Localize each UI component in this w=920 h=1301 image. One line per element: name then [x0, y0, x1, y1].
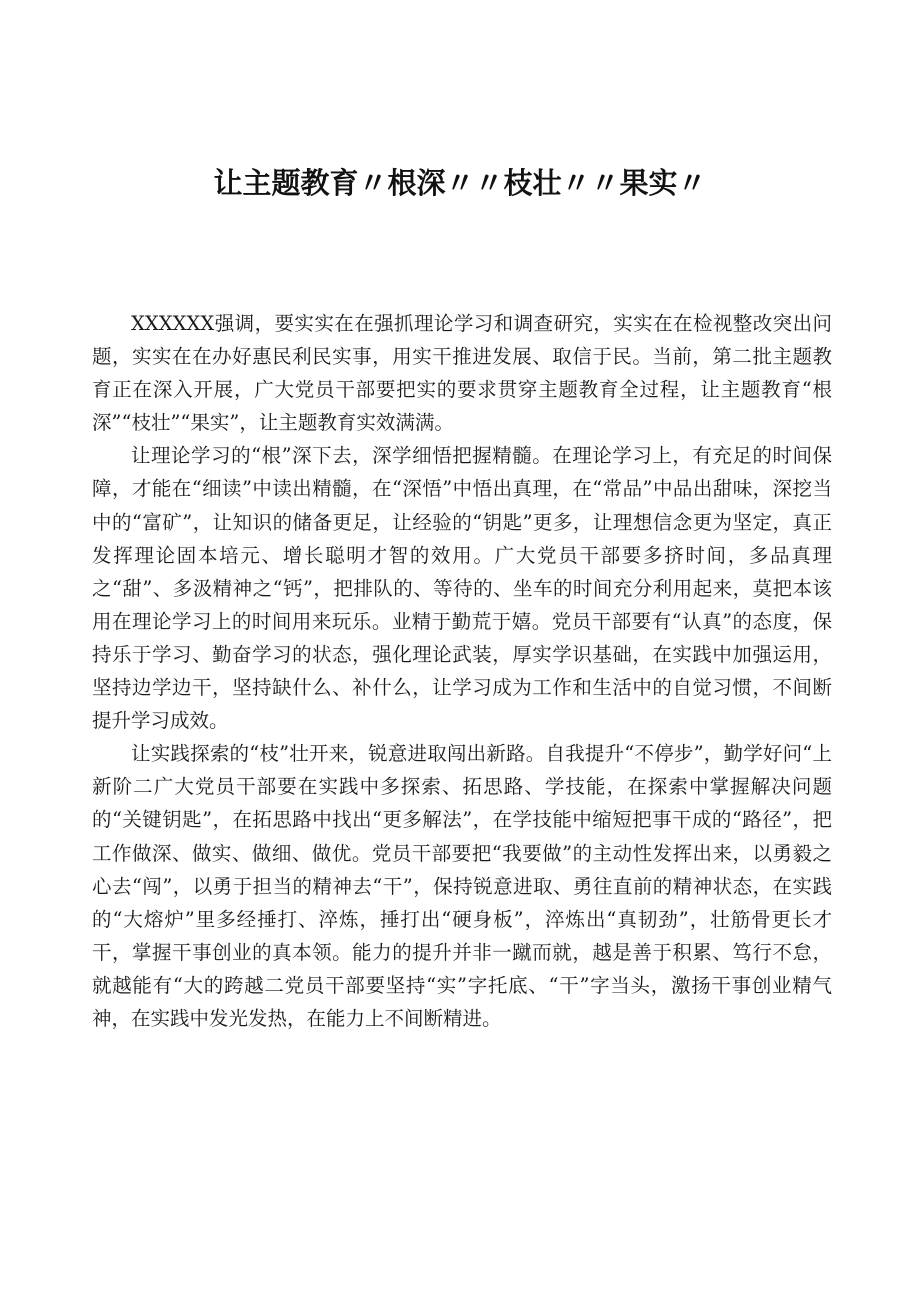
paragraph-theory-study: 让理论学习的“根”深下去，深学细悟把握精髓。在理论学习上，有充足的时间保障，才能在“细读”中读出精髓，在“深悟”中悟出真理，在“常品”中品出甜味，深挖当中的“富矿”，让知识的储备更足，让经验的“钥匙”更多，让理想信念更为坚定，真正发挥理论固本培元、增长聪明才智的效用。广大党员干部要多挤时间，多品真理之“甜”、多汲精神之“钙”，把排队的、等待的、坐车的时间充分利用起来，莫把本该用在理论学习上的时间用来玩乐。业精于勤荒于嬉。党员干部要有“认真”的态度，保持乐于学习、勤奋学习的状态，强化理论武装，厚实学识基础，在实践中加强运用，坚持边学边干，坚持缺什么、补什么，让学习成为工作和生活中的自觉习惯，不间断提升学习成效。 — [92, 444, 832, 733]
document-title: 让主题教育〃根深〃〃枝壮〃〃果实〃 — [213, 166, 707, 200]
paragraph-intro: XXXXXX强调，要实实在在强抓理论学习和调查研究，实实在在检视整改突出问题，实实在在办好惠民利民实事，用实干推进发展、取信于民。当前，第二批主题教育正在深入开展，广大党员干部要把实的要求贯穿主题教育全过程，让主题教育“根深”“枝壮”“果实”，让主题教育实效满满。 — [92, 312, 832, 435]
paragraph-practice-exploration: 让实践探索的“枝”壮开来，锐意进取闯出新路。自我提升“不停步”，勤学好问“上新阶二广大党员干部要在实践中多探索、拓思路、学技能，在探索中掌握解决问题的“关键钥匙”，在拓思路中找出“更多解法”，在学技能中缩短把事干成的“路径”，把工作做深、做实、做细、做优。党员干部要把“我要做”的主动性发挥出来，以勇毅之心去“闯”，以勇于担当的精神去“干”，保持锐意进取、勇往直前的精神状态，在实践的“大熔炉”里多经捶打、淬炼，捶打出“硬身板”，淬炼出“真韧劲”，壮筋骨更长才干，掌握干事创业的真本领。能力的提升并非一蹴而就，越是善于积累、笃行不怠，就越能有“大的跨越二党员干部要坚持“实”字托底、“干”字当头，激扬干事创业精气神，在实践中发光发热，在能力上不间断精进。 — [92, 742, 832, 1030]
document-body — [92, 307, 832, 1035]
